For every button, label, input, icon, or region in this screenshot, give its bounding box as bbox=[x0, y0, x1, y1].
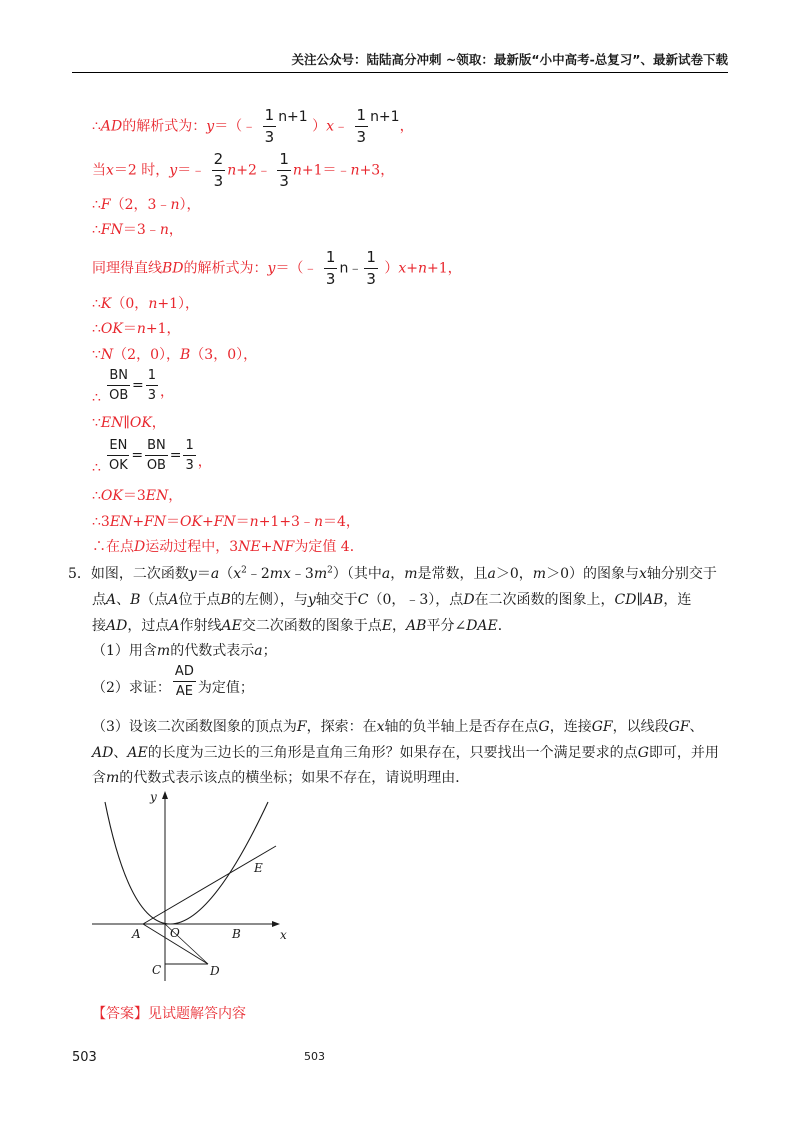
solution-line-11: ∴ $\frac{EN}{OK}$ = $\frac{BN}{OB}$ = $\frac{1}{3}$ ， bbox=[92, 438, 212, 476]
label-b: B bbox=[232, 927, 241, 941]
solution-line-13: ∴3EN+FN＝OK+FN＝n+1+3﹣n＝4， bbox=[92, 514, 360, 530]
header-text: 关注公众号：陆陆高分冲刺 ~领取：最新版“小中高考-总复习”、最新试卷下载 bbox=[291, 52, 728, 67]
solution-line-1: ∴AD的解析式为：y＝（﹣ $\frac{1}{3}$ n+1 ）x﹣ $\frac{1}{3}$ n+1， bbox=[92, 106, 414, 146]
fraction: $\frac{2}{3}$ bbox=[213, 150, 224, 190]
solution-line-9: ∴ $\frac{BN}{OB}$ = $\frac{1}{3}$ ， bbox=[92, 368, 175, 406]
solution-line-12: ∴OK＝3EN， bbox=[92, 488, 183, 504]
problem-part-2: （2）求证： $\frac{AD}{AE}$ 为定值； bbox=[92, 664, 254, 699]
fraction: $\frac{EN}{OK}$ bbox=[108, 438, 128, 473]
page-number-center: 503 bbox=[304, 1050, 325, 1063]
solution-line-7: ∴OK＝n+1， bbox=[92, 321, 181, 337]
fraction: $\frac{1}{3}$ bbox=[325, 248, 336, 288]
solution-line-6: ∴K（0，n+1）， bbox=[92, 296, 199, 312]
label-a: A bbox=[132, 927, 141, 941]
problem-line-2: 点A、B（点A位于点B的左侧），与y轴交于C（0，﹣3），点D在二次函数的图象上，CD∥AB，连 bbox=[92, 592, 692, 608]
ray-ae bbox=[143, 846, 276, 924]
page-number-left: 503 bbox=[72, 1050, 97, 1065]
solution-line-10: ∵EN∥OK， bbox=[92, 415, 166, 431]
fraction: $\frac{1}{3}$ bbox=[185, 438, 194, 473]
fraction: $\frac{1}{3}$ bbox=[279, 150, 289, 190]
label-c: C bbox=[152, 963, 162, 977]
problem-part-3: （3）设该二次函数图象的顶点为F，探索：在x轴的负半轴上是否存在点G，连接GF，以线段GF、 bbox=[92, 719, 704, 735]
x-axis-arrow bbox=[272, 921, 280, 927]
solution-line-8: ∵N（2，0），B（3，0）， bbox=[92, 347, 258, 363]
solution-line-14: ∴在点D运动过程中，3NE+NF为定值 4． bbox=[92, 539, 364, 555]
label-d: D bbox=[210, 964, 220, 978]
parabola-figure bbox=[88, 786, 298, 986]
solution-line-2: 当x＝2 时，y＝﹣ $\frac{2}{3}$ n+2﹣ $\frac{1}{3}$ n+1＝﹣n+3， bbox=[92, 150, 395, 190]
solution-line-3: ∴F（2，3﹣n）， bbox=[92, 197, 201, 213]
fraction: $\frac{AD}{AE}$ bbox=[174, 664, 194, 699]
fraction: $\frac{1}{3}$ bbox=[356, 106, 367, 146]
label-e: E bbox=[254, 861, 263, 875]
label-x: x bbox=[280, 928, 287, 942]
solution-line-5: 同理得直线BD的解析式为：y＝（﹣ $\frac{1}{3}$ n﹣ $\frac{1}{3}$ ）x+n+1， bbox=[92, 248, 462, 288]
fraction: $\frac{1}{3}$ bbox=[147, 368, 157, 403]
page-header bbox=[72, 50, 728, 73]
y-axis-arrow bbox=[162, 791, 168, 799]
problem-line-1: 5．如图，二次函数$y=a(x^2﹣2mx﹣3m^2)$（其中a，m是常数，且a＞0，m＞0）的图象与x轴分别交于 bbox=[68, 565, 717, 582]
fraction: $\frac{BN}{OB}$ bbox=[109, 368, 129, 403]
problem-part-1: （1）用含m的代数式表示a； bbox=[92, 643, 277, 659]
fraction: $\frac{BN}{OB}$ bbox=[146, 438, 166, 473]
problem-line-7: AD、AE的长度为三边长的三角形是直角三角形？如果存在，只要找出一个满足要求的点G即可，并用 bbox=[92, 745, 719, 761]
problem-line-8: 含m的代数式表示该点的横坐标；如果不存在，请说明理由． bbox=[92, 770, 470, 786]
fraction: $\frac{1}{3}$ bbox=[264, 106, 275, 146]
label-y: y bbox=[150, 790, 157, 804]
label-o: O bbox=[170, 926, 180, 940]
parabola-curve bbox=[105, 802, 268, 924]
fraction: $\frac{1}{3}$ bbox=[366, 248, 376, 288]
problem-line-3: 接AD，过点A作射线AE交二次函数的图象于点E，AB平分∠DAE． bbox=[92, 618, 512, 634]
answer-line: 【答案】见试题解答内容 bbox=[92, 1006, 246, 1022]
solution-line-4: ∴FN＝3﹣n， bbox=[92, 222, 183, 238]
